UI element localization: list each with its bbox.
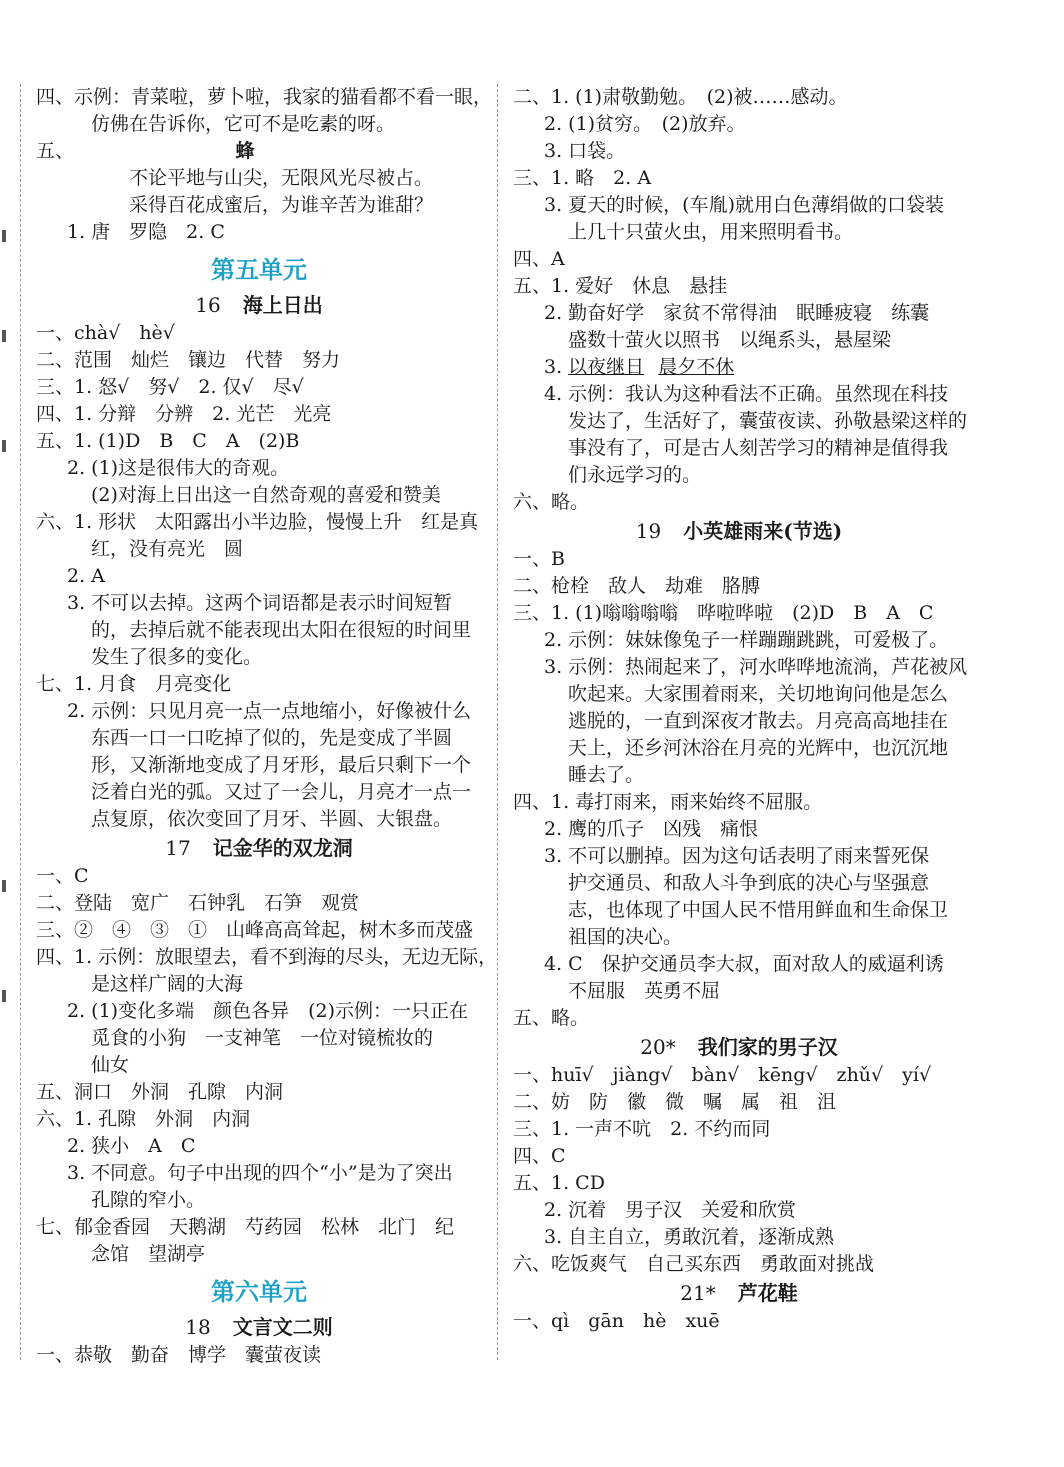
- answer-line: 六、1. 孔隙 外洞 内洞: [36, 1108, 251, 1130]
- answer-line: 五、1. 爱好 休息 悬挂: [513, 275, 728, 297]
- unit-heading: 第六单元: [211, 1277, 307, 1306]
- answer-line: 3. 自主自立，勇敢沉着，逐渐成熟: [544, 1226, 835, 1248]
- lesson-name: 记金华的双龙洞: [212, 836, 353, 860]
- lesson-name: 我们家的男子汉: [697, 1035, 838, 1059]
- answer-line: 们永远学习的。: [568, 464, 702, 486]
- lesson-name: 海上日出: [242, 293, 323, 317]
- answer-line: 四、1. 毒打雨来，雨来始终不屈服。: [513, 791, 823, 813]
- binding-mark: [2, 440, 6, 452]
- answer-line: 是这样广阔的大海: [91, 973, 244, 995]
- answer-line: 2. A: [67, 565, 105, 587]
- answer-line: 四、1. 示例：放眼望去，看不到海的尽头，无边无际，: [36, 946, 498, 968]
- answer-line: 二、登陆 宽广 石钟乳 石笋 观赏: [36, 892, 360, 914]
- answer-line: 一、B: [513, 548, 565, 570]
- answer-line: 2. 示例：妹妹像兔子一样蹦蹦跳跳，可爱极了。: [544, 629, 949, 651]
- left-margin-divider: [20, 84, 21, 1360]
- lesson-name: 芦花鞋: [737, 1281, 798, 1305]
- answer-line: 仿佛在告诉你，它可不是吃素的呀。: [91, 113, 396, 135]
- answer-line: 2. 鹰的爪子 凶残 痛恨: [544, 818, 759, 840]
- answer-line: 3. 示例：热闹起来了，河水哗哗地流淌，芦花被风: [544, 656, 968, 678]
- answer-line: 2. 勤奋好学 家贫不常得油 眠睡疲寝 练囊: [544, 302, 930, 324]
- answer-line: 一、恭敬 勤奋 博学 囊萤夜读: [36, 1344, 322, 1366]
- answer-line: 睡去了。: [568, 764, 645, 786]
- answer-line: 2. (1)这是很伟大的奇观。: [67, 457, 290, 479]
- answer-line: 不屈服 英勇不屈: [568, 980, 721, 1002]
- answer-line: 七、郁金香园 天鹅湖 芍药园 松林 北门 纪: [36, 1216, 455, 1238]
- answer-line: 五、1. CD: [513, 1172, 605, 1194]
- answer-line: 3. 不可以删掉。因为这句话表明了雨来誓死保: [544, 845, 930, 867]
- answer-line: 3. 口袋。: [544, 140, 626, 162]
- answer-line: 2. 示例：只见月亮一点一点地缩小，好像被什么: [67, 700, 472, 722]
- answer-line: 一、C: [36, 865, 89, 887]
- answer-line: 三、1. 略 2. A: [513, 167, 652, 189]
- underlined-idiom: 晨夕不休: [658, 356, 735, 378]
- answer-line: 三、1. 一声不吭 2. 不约而同: [513, 1118, 771, 1140]
- lesson-number: 19: [635, 519, 662, 543]
- answer-line: 二、枪栓 敌人 劫难 胳膊: [513, 575, 761, 597]
- lesson-number: 17: [165, 836, 191, 860]
- answer-line: 二、1. (1)肃敬勤勉。 (2)被……感动。: [513, 86, 848, 108]
- answer-line: 天上，还乡河沐浴在月亮的光辉中，也沉沉地: [568, 737, 949, 759]
- answer-line: 3. 不同意。句子中出现的四个“小”是为了突出: [67, 1162, 453, 1184]
- lesson-title: [513, 1278, 965, 1308]
- answer-line: 2. (1)变化多端 颜色各异 (2)示例：一只正在: [67, 1000, 468, 1022]
- answer-line: 五、洞口 外洞 孔隙 内洞: [36, 1081, 284, 1103]
- answer-line: 事没有了，可是古人刻苦学习的精神是值得我: [568, 437, 949, 459]
- answer-line: 祖国的决心。: [568, 926, 683, 948]
- answer-line: 3. 夏天的时候，(车胤)就用白色薄绢做的口袋装: [544, 194, 944, 216]
- answer-line: 3. 不可以去掉。这两个词语都是表示时间短暂: [67, 592, 453, 614]
- answer-line: 2. (1)贫穷。 (2)放弃。: [544, 113, 746, 135]
- question-label: 五、: [36, 140, 75, 162]
- answer-line: 泛着白光的弧。又过了一会儿，月亮才一点一: [91, 781, 472, 803]
- answer-line: (2)对海上日出这一自然奇观的喜爱和赞美: [91, 484, 441, 506]
- answer-line: 上几十只萤火虫，用来照明看书。: [568, 221, 854, 243]
- answer-line: 的，去掉后就不能表现出太阳在很短的时间里: [91, 619, 472, 641]
- answer-line: 点复原，依次变回了月牙、半圆、大银盘。: [91, 808, 453, 830]
- answer-line: 四、示例：青菜啦，萝卜啦，我家的猫看都不看一眼，: [36, 86, 493, 108]
- poem-line: 不论平地与山尖，无限风光尽被占。: [129, 167, 434, 189]
- answer-line: 三、1. 怒√ 努√ 2. 仅√ 尽√: [36, 376, 304, 398]
- binding-mark: [2, 330, 6, 342]
- underlined-idiom: 以夜继日: [568, 356, 645, 378]
- answer-line: 一、chà√ hè√: [36, 322, 175, 344]
- lesson-name: 小英雄雨来(节选): [683, 519, 843, 543]
- answer-line: 护交通员、和敌人斗争到底的决心与坚强意: [568, 872, 930, 894]
- unit-heading: 第五单元: [211, 255, 307, 284]
- lesson-title: [36, 1312, 482, 1342]
- answer-line: 五、1. (1)D B C A (2)B: [36, 430, 300, 452]
- poem-title: 蜂: [235, 140, 255, 162]
- answer-line: 念馆 望湖亭: [91, 1243, 206, 1265]
- answer-line: 觅食的小狗 一支神笔 一位对镜梳妆的: [91, 1027, 434, 1049]
- answer-line: 一、huī√ jiàng√ bàn√ kēng√ zhǔ√ yí√: [513, 1064, 932, 1086]
- answer-line: 发生了很多的变化。: [91, 646, 263, 668]
- lesson-title: [36, 833, 482, 863]
- answer-line: 1. 唐 罗隐 2. C: [67, 221, 225, 243]
- answer-line: 发达了，生活好了，囊萤夜读、孙敬悬梁这样的: [568, 410, 968, 432]
- answer-line: 一、qì gān hè xuē: [513, 1310, 720, 1332]
- answer-line: 4. 示例：我认为这种看法不正确。虽然现在科技: [544, 383, 949, 405]
- binding-mark: [2, 230, 6, 242]
- answer-line: 东西一口一口吃掉了似的，先是变成了半圆: [91, 727, 453, 749]
- answer-line: 二、范围 灿烂 镶边 代替 努力: [36, 349, 341, 371]
- answer-line: 2. 沉着 男子汉 关爱和欣赏: [544, 1199, 797, 1221]
- lesson-number: 16: [195, 293, 221, 317]
- answer-line: 孔隙的窄小。: [91, 1189, 206, 1211]
- left-column: [36, 84, 498, 1369]
- lesson-number: 21*: [680, 1281, 716, 1305]
- answer-line: 仙女: [91, 1054, 130, 1076]
- lesson-number: 20*: [640, 1035, 676, 1059]
- lesson-name: 文言文二则: [232, 1315, 333, 1339]
- answer-line: 五、略。: [513, 1007, 590, 1029]
- answer-line: 2. 狭小 A C: [67, 1135, 196, 1157]
- answer-line: 七、1. 月食 月亮变化: [36, 673, 232, 695]
- answer-line: 盛数十萤火以照书 以绳系头，悬屋梁: [568, 329, 892, 351]
- answer-line: 三、② ④ ③ ① 山峰高高耸起，树木多而茂盛: [36, 919, 474, 941]
- answer-line: 二、妨 防 徽 微 嘱 属 祖 沮: [513, 1091, 837, 1113]
- answer-line: 六、吃饭爽气 自己买东西 勇敢面对挑战: [513, 1253, 875, 1275]
- answer-line: 3. 以夜继日 晨夕不休: [544, 356, 735, 378]
- poem-line: 采得百花成蜜后，为谁辛苦为谁甜？: [129, 194, 434, 216]
- poem-block: [36, 138, 482, 165]
- answer-line: 红，没有亮光 圆: [91, 538, 244, 560]
- lesson-title: [513, 516, 965, 546]
- answer-line: 逃脱的，一直到深夜才散去。月亮高高地挂在: [568, 710, 949, 732]
- binding-mark: [2, 880, 6, 892]
- answer-line: 四、C: [513, 1145, 566, 1167]
- right-column: [513, 84, 968, 1335]
- lesson-title: [513, 1032, 965, 1062]
- answer-line: 六、略。: [513, 491, 590, 513]
- lesson-number: 18: [185, 1315, 211, 1339]
- answer-line: 吹起来。大家围着雨来，关切地询问他是怎么: [568, 683, 949, 705]
- answer-line: 志，也体现了中国人民不惜用鲜血和生命保卫: [568, 899, 949, 921]
- answer-line: 三、1. (1)嗡嗡嗡嗡 哗啦哗啦 (2)D B A C: [513, 602, 934, 624]
- lesson-title: [36, 290, 482, 320]
- answer-line: 4. C 保护交通员李大叔，面对敌人的威逼利诱: [544, 953, 944, 975]
- answer-line: 形，又渐渐地变成了月牙形，最后只剩下一个: [91, 754, 472, 776]
- answer-line: 四、A: [513, 248, 565, 270]
- column-divider: [497, 84, 498, 1360]
- answer-line: 六、1. 形状 太阳露出小半边脸，慢慢上升 红是真: [36, 511, 479, 533]
- answer-line: 四、1. 分辩 分辨 2. 光芒 光亮: [36, 403, 332, 425]
- binding-mark: [2, 990, 6, 1002]
